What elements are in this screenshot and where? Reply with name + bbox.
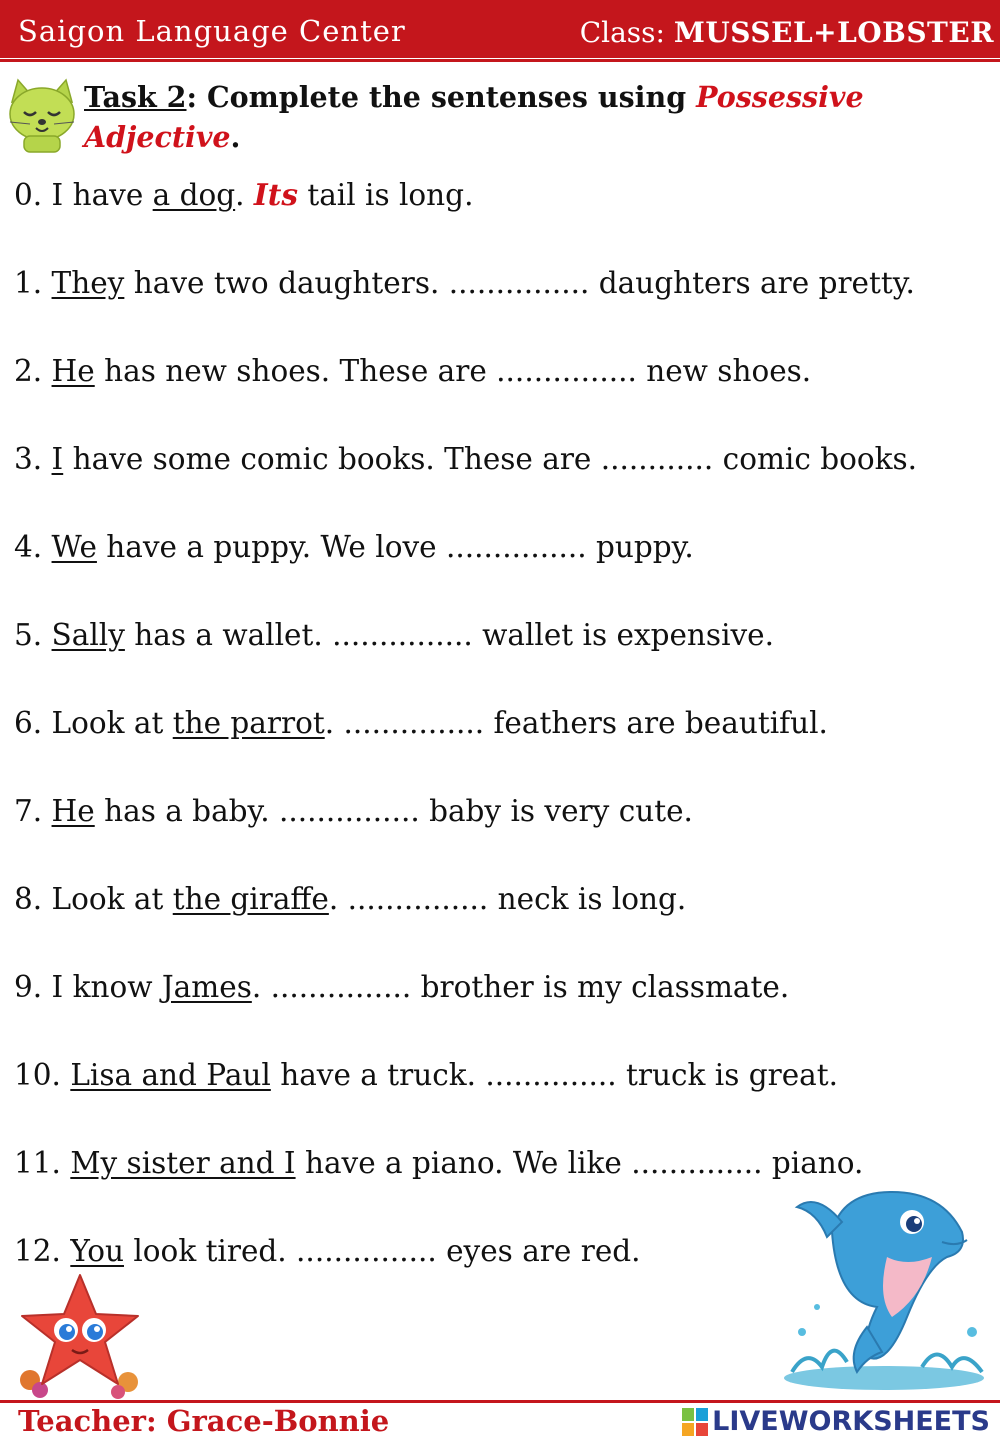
sentence-number: 8. [14, 882, 43, 916]
sentence-post: . ............... brother is my classmate. [251, 970, 790, 1004]
sentence-post: have two daughters. ............... daughters are pretty. [124, 266, 915, 300]
sentence-number: 1. [14, 266, 43, 300]
sentence-number: 2. [14, 354, 43, 388]
sentence-11 [14, 1143, 863, 1183]
sentence-number: 7. [14, 794, 43, 828]
sentence-5 [14, 615, 774, 655]
teacher-name: Teacher: Grace-Bonnie [18, 1404, 390, 1438]
cat-mascot-icon [2, 74, 82, 154]
sentence-3 [14, 439, 917, 479]
task-number: Task 2 [84, 80, 187, 114]
sentence-subject: My sister and I [70, 1146, 296, 1180]
sentence-post: . ............... feathers are beautiful. [324, 706, 828, 740]
sentence-post: have some comic books. These are ............ comic books. [63, 442, 918, 476]
sentence-subject: He [51, 794, 95, 828]
sentence-subject: James [161, 970, 252, 1004]
example-answer: Its [253, 177, 298, 212]
sentence-post: has a baby. ............... baby is very cute. [94, 794, 693, 828]
class-label [580, 16, 994, 49]
sentence-pre: I have [42, 178, 153, 212]
sentence-mid: . [235, 178, 254, 212]
sentence-post: . ............... neck is long. [328, 882, 687, 916]
sentence-subject: Sally [51, 618, 125, 652]
starfish-icon [10, 1270, 150, 1400]
sentence-number: 4. [14, 530, 43, 564]
brand-text: LIVEWORKSHEETS [712, 1406, 990, 1437]
sentence-number: 12. [14, 1234, 61, 1268]
sentence-subject: I [51, 442, 64, 476]
sentence-10 [14, 1055, 838, 1095]
sentence-subject: They [51, 266, 125, 300]
class-name: MUSSEL+LOBSTER [673, 16, 994, 49]
sentence-subject: the parrot [172, 706, 325, 740]
sentence-6 [14, 703, 828, 743]
sentence-pre: Look at [51, 706, 173, 740]
sentence-post: tail is long. [297, 178, 474, 212]
sentence-number: 0. [14, 178, 43, 212]
sentence-2 [14, 351, 811, 391]
sentence-subject: the giraffe [172, 882, 329, 916]
sentence-4 [14, 527, 694, 567]
task-end: . [230, 120, 241, 154]
sentence-9 [14, 967, 789, 1007]
sentence-post: have a piano. We like .............. piano. [295, 1146, 864, 1180]
dolphin-icon [772, 1182, 996, 1394]
sentence-subject: He [51, 354, 95, 388]
sentence-0 [14, 175, 473, 215]
task-instruction: : Complete the sentenses using [186, 80, 697, 114]
sentence-subject: Lisa and Paul [70, 1058, 271, 1092]
sentence-12 [14, 1231, 641, 1271]
sentence-subject: We [51, 530, 97, 564]
sentence-pre: I know [51, 970, 162, 1004]
sentence-number: 3. [14, 442, 43, 476]
sentence-number: 9. [14, 970, 43, 1004]
sentence-post: have a puppy. We love ............... puppy. [96, 530, 694, 564]
sentence-subject: You [70, 1234, 124, 1268]
liveworksheets-logo-icon [682, 1408, 708, 1436]
sentence-post: has a wallet. ............... wallet is expensive. [124, 618, 775, 652]
sentence-7 [14, 791, 693, 831]
class-prefix: Class: [579, 16, 665, 49]
sentence-subject: a dog [152, 178, 236, 212]
sentence-post: have a truck. .............. truck is great. [270, 1058, 838, 1092]
sentence-number: 6. [14, 706, 43, 740]
footer-rule [0, 1400, 1000, 1403]
sentence-8 [14, 879, 686, 919]
center-name: Saigon Language Center [18, 14, 406, 48]
header-bar [0, 0, 1000, 58]
sentence-1 [14, 263, 915, 303]
header-rule [0, 59, 1000, 62]
task-title [84, 77, 964, 157]
task-emphasis: Possessive Adjective [84, 80, 864, 154]
sentence-post: has new shoes. These are ............... new shoes. [94, 354, 812, 388]
sentence-number: 10. [14, 1058, 61, 1092]
sentence-pre: Look at [51, 882, 173, 916]
sentence-number: 11. [14, 1146, 61, 1180]
sentence-number: 5. [14, 618, 43, 652]
liveworksheets-brand[interactable] [682, 1406, 990, 1437]
sentence-post: look tired. ............... eyes are red. [123, 1234, 641, 1268]
